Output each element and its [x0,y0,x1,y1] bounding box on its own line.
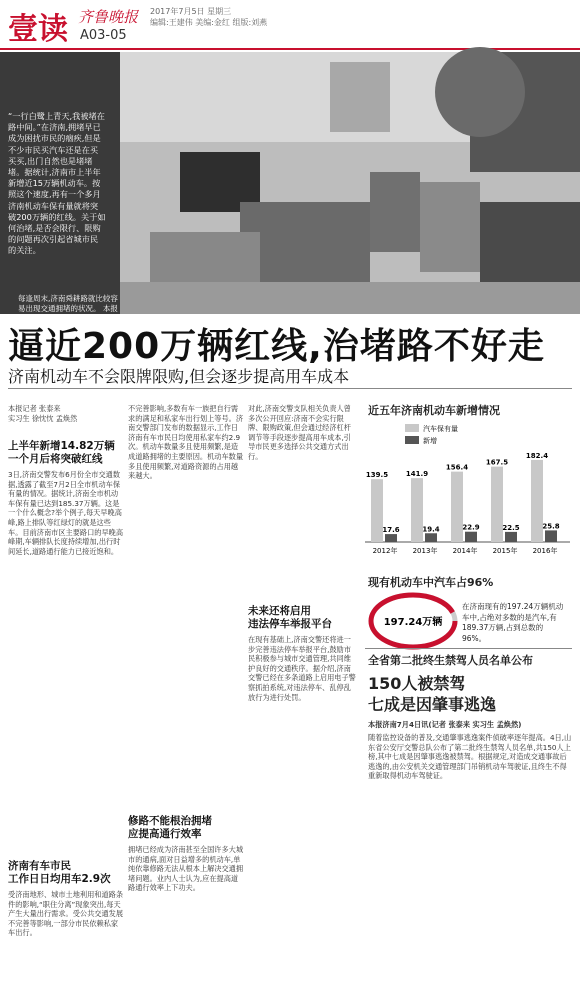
bar-value-label: 156.4 [445,463,469,472]
legend-label: 汽车保有量 [423,425,458,433]
chart-bar [411,478,423,542]
chart-bar [505,532,517,542]
ban-headline: 150人被禁驾 [368,674,466,693]
chart-bar [371,479,383,542]
chart-bar [531,460,543,542]
section-body: 3日,济南交警发布6月份全市交通数据,透露了截至7月2日全市机动车保有量的情况。据统计,济南全市机动车保有量已达到185.37万辆。这是一个什么概念?举个例子,每天早晚高峰,路上排队等红绿灯的就是这些车。目前济南市区主要路口的早晚高峰期,车辆排队长度持续增加,出行时间延长,道路通行能力已接近饱和。 [8,470,124,556]
ban-body: 随着监控设备的普及,交通肇事逃逸案件侦破率逐年提高。4日,山东省公安厅交警总队公布了第二批终生禁驾人员名单,共150人上榜,其中七成是因肇事逃逸被禁驾。根据规定,对造成交通事故后逃逸的,由公安机关交通管理部门吊销机动车驾驶证,且终生不得重新取得机动车驾驶证。 [368,733,572,781]
date-line: 2017年7月5日 星期三 [150,7,232,16]
chart-bar [465,532,477,542]
ban-kicker: 全省第二批终生禁驾人员名单公布 [368,654,533,667]
article-body: 不完善影响,多数有车一族把自行需求的满足和私家车出行划上等号。济南交警部门发布的数据显示,工作日济南有车市民日均使用私家车约2.9次。机动车数量多且使用频繁,是造成道路拥堵的主要原因。机动车数量多且使用频繁,对道路资源的占用越来越大。 [128,404,244,481]
x-tick-label: 2014年 [452,547,478,555]
section-body: 在现有基础上,济南交警还将进一步完善违法停车举报平台,鼓励市民积极参与城市交通管理,共同维护良好的交通秩序。据介绍,济南交警已经在多条道路上启用电子警察抓拍系统,对违法停车、乱停乱放行为进行处罚。 [248,635,356,702]
bar-value-label: 22.5 [502,523,520,532]
bar-value-label: 167.5 [485,458,509,467]
section-body: 受济南地形、城市土地利用和道路条件的影响,“职住分离”现象突出,每天产生大量出行需求。受公共交通发展不完善等影响,一部分市民依赖私家车出行。 [8,890,124,938]
chart-bar [451,472,463,542]
x-tick-label: 2015年 [492,547,518,555]
byline [8,404,123,423]
chart-bar [385,534,397,542]
newspaper-logo: 齐鲁晚报 [78,8,139,26]
masthead [0,0,580,52]
bar-value-label: 182.4 [525,451,549,460]
article-body: 对此,济南交警支队相关负责人曾多次公开回应:济南不会实行限牌、限购政策,但会通过经济杠杆调节等手段逐步提高用车成本,引导市民更多选择公共交通方式出行。 [248,404,351,461]
chart-title: 近五年济南机动车新增情况 [368,404,500,417]
section-title: 上半年新增14.82万辆 一个月后将突破红线 [8,440,115,465]
byline-intern: 实习生 徐忱忱 孟焕然 [8,413,78,423]
car-share-ring [368,592,458,650]
subheadline: 济南机动车不会限牌限购,但会逐步提高用车成本 [8,367,350,386]
brand-title: 壹读 [8,12,68,47]
ban-byline: 本报济南7月4日讯(记者 张泰来 实习生 孟焕然) [368,720,522,729]
legend-swatch [405,424,419,432]
section-title: 未来还将启用 违法停车举报平台 [248,605,332,630]
legend-swatch [405,436,419,444]
chart-bars [365,452,570,555]
cars-title: 现有机动车中汽车占96% [368,576,494,589]
page-number: A03-05 [80,28,127,43]
section-body: 拥堵已经成为济南甚至全国许多大城市的通病,面对日益增多的机动车,单纯依靠修路无法从根本上解决交通拥堵问题。业内人士认为,应在提高道路通行效率上下功夫。 [128,845,244,893]
bar-value-label: 25.8 [542,522,560,531]
ban-headline-2: 七成是因肇事逃逸 [368,695,497,714]
bar-chart [365,420,575,560]
traffic-photo [0,52,580,323]
byline-reporter: 本报记者 张泰来 [8,404,61,413]
bar-value-label: 19.4 [422,525,440,534]
bar-value-label: 22.9 [462,523,480,532]
car-share-text: 在济南现有的197.24万辆机动车中,占绝对多数的是汽车,有189.37万辆,占到总数的96%。 [462,602,564,643]
chart-bar [545,530,557,542]
photo-credit: 每逢周末,济南舜耕路就比较容易出现交通拥堵的状况。 本报记者 周青先 摄 [18,294,118,323]
divider [8,388,572,389]
chart-bar [425,533,437,542]
section-title: 修路不能根治拥堵 应提高通行效率 [128,815,212,840]
divider [365,648,572,649]
bar-value-label: 17.6 [382,526,400,535]
bar-value-label: 139.5 [365,471,389,480]
editor-line: 编辑:王建伟 美编:金红 组版:刘燕 [150,18,268,27]
photo-caption: “一行白鹭上青天,我被堵在路中间。”在济南,拥堵早已成为困扰市民的痼疾,但是不少市民买汽车还是在买买买,出门自然也是堵堵堵。据统计,济南市上半年新增近15万辆机动车。按照这个速度,再有一个多月济南机动车保有量就将突破200万辆的红线。关于如何治堵,是否会限行、限购的问题再次引起省城市民的关注。 [8,111,106,256]
legend-label: 新增 [423,437,437,445]
headline: 逼近200万辆红线,治堵路不好走 [8,326,545,367]
x-tick-label: 2016年 [532,547,558,555]
x-tick-label: 2012年 [372,547,398,555]
x-tick-label: 2013年 [412,547,438,555]
bar-value-label: 141.9 [405,470,429,479]
chart-bar [491,467,503,542]
section-title: 济南有车市民 工作日日均用车2.9次 [8,860,111,885]
ring-center-label: 197.24万辆 [383,617,443,628]
chart-legend [405,424,458,445]
